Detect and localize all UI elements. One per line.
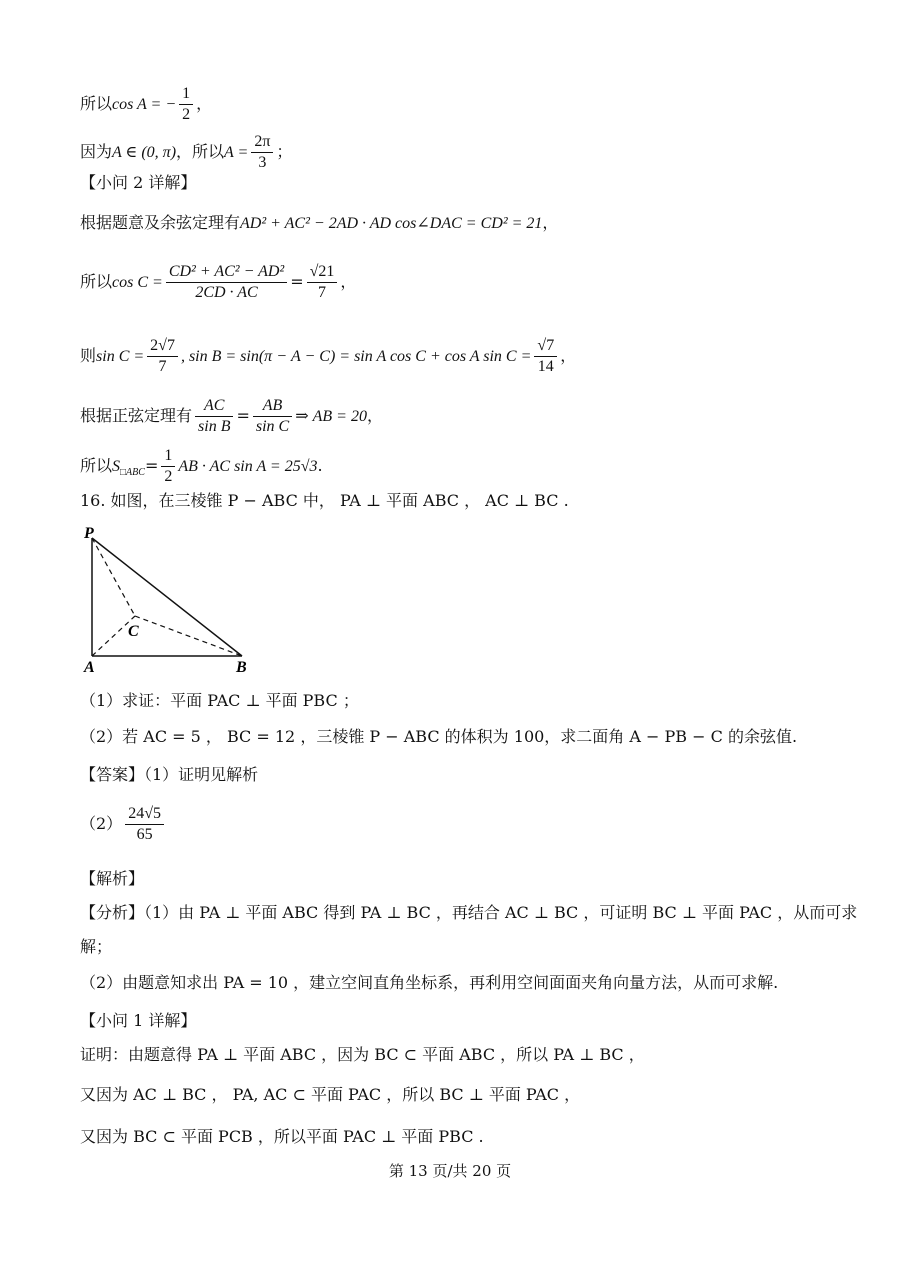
label-B: B bbox=[236, 659, 247, 674]
fraction: $\frac{√21}{7}$ bbox=[307, 262, 338, 303]
answer-2: （2） $\frac{24√5}{65}$ bbox=[80, 804, 167, 845]
line-sine-law: 根据正弦定理有 $\frac{AC}{\text{sin B}}$ = $\frac{AB}{\text{sin C}}$ ⇒ AB = 20， bbox=[80, 397, 383, 435]
heading-jiexi: 【解析】 bbox=[80, 869, 145, 888]
analysis-1: 【分析】（1）由 PA ⊥ 平面 ABC 得到 PA ⊥ BC ，再结合 AC ⊥ BC ，可证明 BC ⊥ 平面 PAC ，从而可求 bbox=[80, 903, 858, 922]
fraction: $\frac{24√5}{65}$ bbox=[125, 804, 164, 845]
question-16-1: （1）求证：平面 PAC ⊥ 平面 PBC ； bbox=[80, 691, 359, 710]
line-sinC-sinB: 则sin C = $\frac{2√7}{7}$ , sin B = sin(π − A − C) = sin A cos C + cos A sin C = $\frac{√7}{14}$ ， bbox=[80, 337, 577, 375]
edge-PB bbox=[92, 538, 242, 656]
math: cos A = − bbox=[112, 96, 177, 113]
heading-q1: 【小问 1 详解】 bbox=[80, 1011, 197, 1030]
label-C: C bbox=[128, 623, 139, 640]
line-cosine-law: 根据题意及余弦定理有AD² + AC² − 2AD · AD cos∠DAC = CD² = 21， bbox=[80, 213, 559, 232]
proof-1: 证明：由题意得 PA ⊥ 平面 ABC ，因为 BC ⊂ 平面 ABC ，所以 PA ⊥ BC ， bbox=[80, 1045, 645, 1064]
line-area: 所以$S_{□ABC}=$ $\frac{1}{2}$ AB · AC sin A = 25√3. bbox=[80, 447, 323, 485]
fraction: $\frac{1}{2}$ bbox=[179, 84, 193, 125]
edge-PC bbox=[92, 538, 135, 616]
fraction: $\frac{\text{CD² + AC² − AD²}}{2CD \cdot AC}$ bbox=[166, 262, 287, 303]
line-A-range: 因为A ∈ (0, π)，所以A = $\frac{2\pi}{3}$ ； bbox=[80, 133, 293, 171]
fraction: $\frac{2√7}{7}$ bbox=[147, 336, 178, 377]
line-cosA: 所以cos A = − $\frac{1}{2}$ ， bbox=[80, 85, 213, 123]
label-A: A bbox=[84, 659, 95, 674]
heading-q2: 【小问 2 详解】 bbox=[80, 173, 197, 192]
question-16-2: （2）若 AC = 5 ， BC = 12 ，三棱锥 P − ABC 的体积为 100，求二面角 A − PB − C 的余弦值. bbox=[80, 727, 798, 746]
text: 所以 bbox=[80, 94, 113, 113]
fraction: $\frac{1}{2}$ bbox=[161, 446, 175, 487]
label-P: P bbox=[84, 525, 94, 542]
fraction: $\frac{2\pi}{3}$ bbox=[251, 132, 273, 173]
proof-3: 又因为 BC ⊂ 平面 PCB ，所以平面 PAC ⊥ 平面 PBC . bbox=[80, 1127, 484, 1146]
edge-CB bbox=[135, 616, 242, 656]
fraction: $\frac{AB}{\text{sin C}}$ bbox=[253, 396, 292, 437]
question-16: 16. 如图，在三棱锥 P − ABC 中， PA ⊥ 平面 ABC ， AC ⊥ BC . bbox=[80, 491, 569, 510]
line-cosC: 所以cos C = $\frac{\text{CD² + AC² − AD²}}{2CD \cdot AC}$ = $\frac{√21}{7}$ ， bbox=[80, 263, 357, 301]
analysis-1b: 解； bbox=[80, 937, 113, 956]
proof-2: 又因为 AC ⊥ BC ， PA, AC ⊂ 平面 PAC ，所以 BC ⊥ 平面 PAC ， bbox=[80, 1085, 581, 1104]
pyramid-figure bbox=[80, 524, 260, 674]
fraction: $\frac{AC}{\text{sin B}}$ bbox=[195, 396, 233, 437]
fraction: $\frac{√7}{14}$ bbox=[534, 336, 557, 377]
page-footer: 第 13 页/共 20 页 bbox=[388, 1162, 512, 1180]
answer-1: 【答案】（1）证明见解析 bbox=[80, 765, 259, 784]
analysis-2: （2）由题意知求出 PA = 10 ，建立空间直角坐标系，再利用空间面面夹角向量方法，从而可求解. bbox=[80, 973, 779, 992]
